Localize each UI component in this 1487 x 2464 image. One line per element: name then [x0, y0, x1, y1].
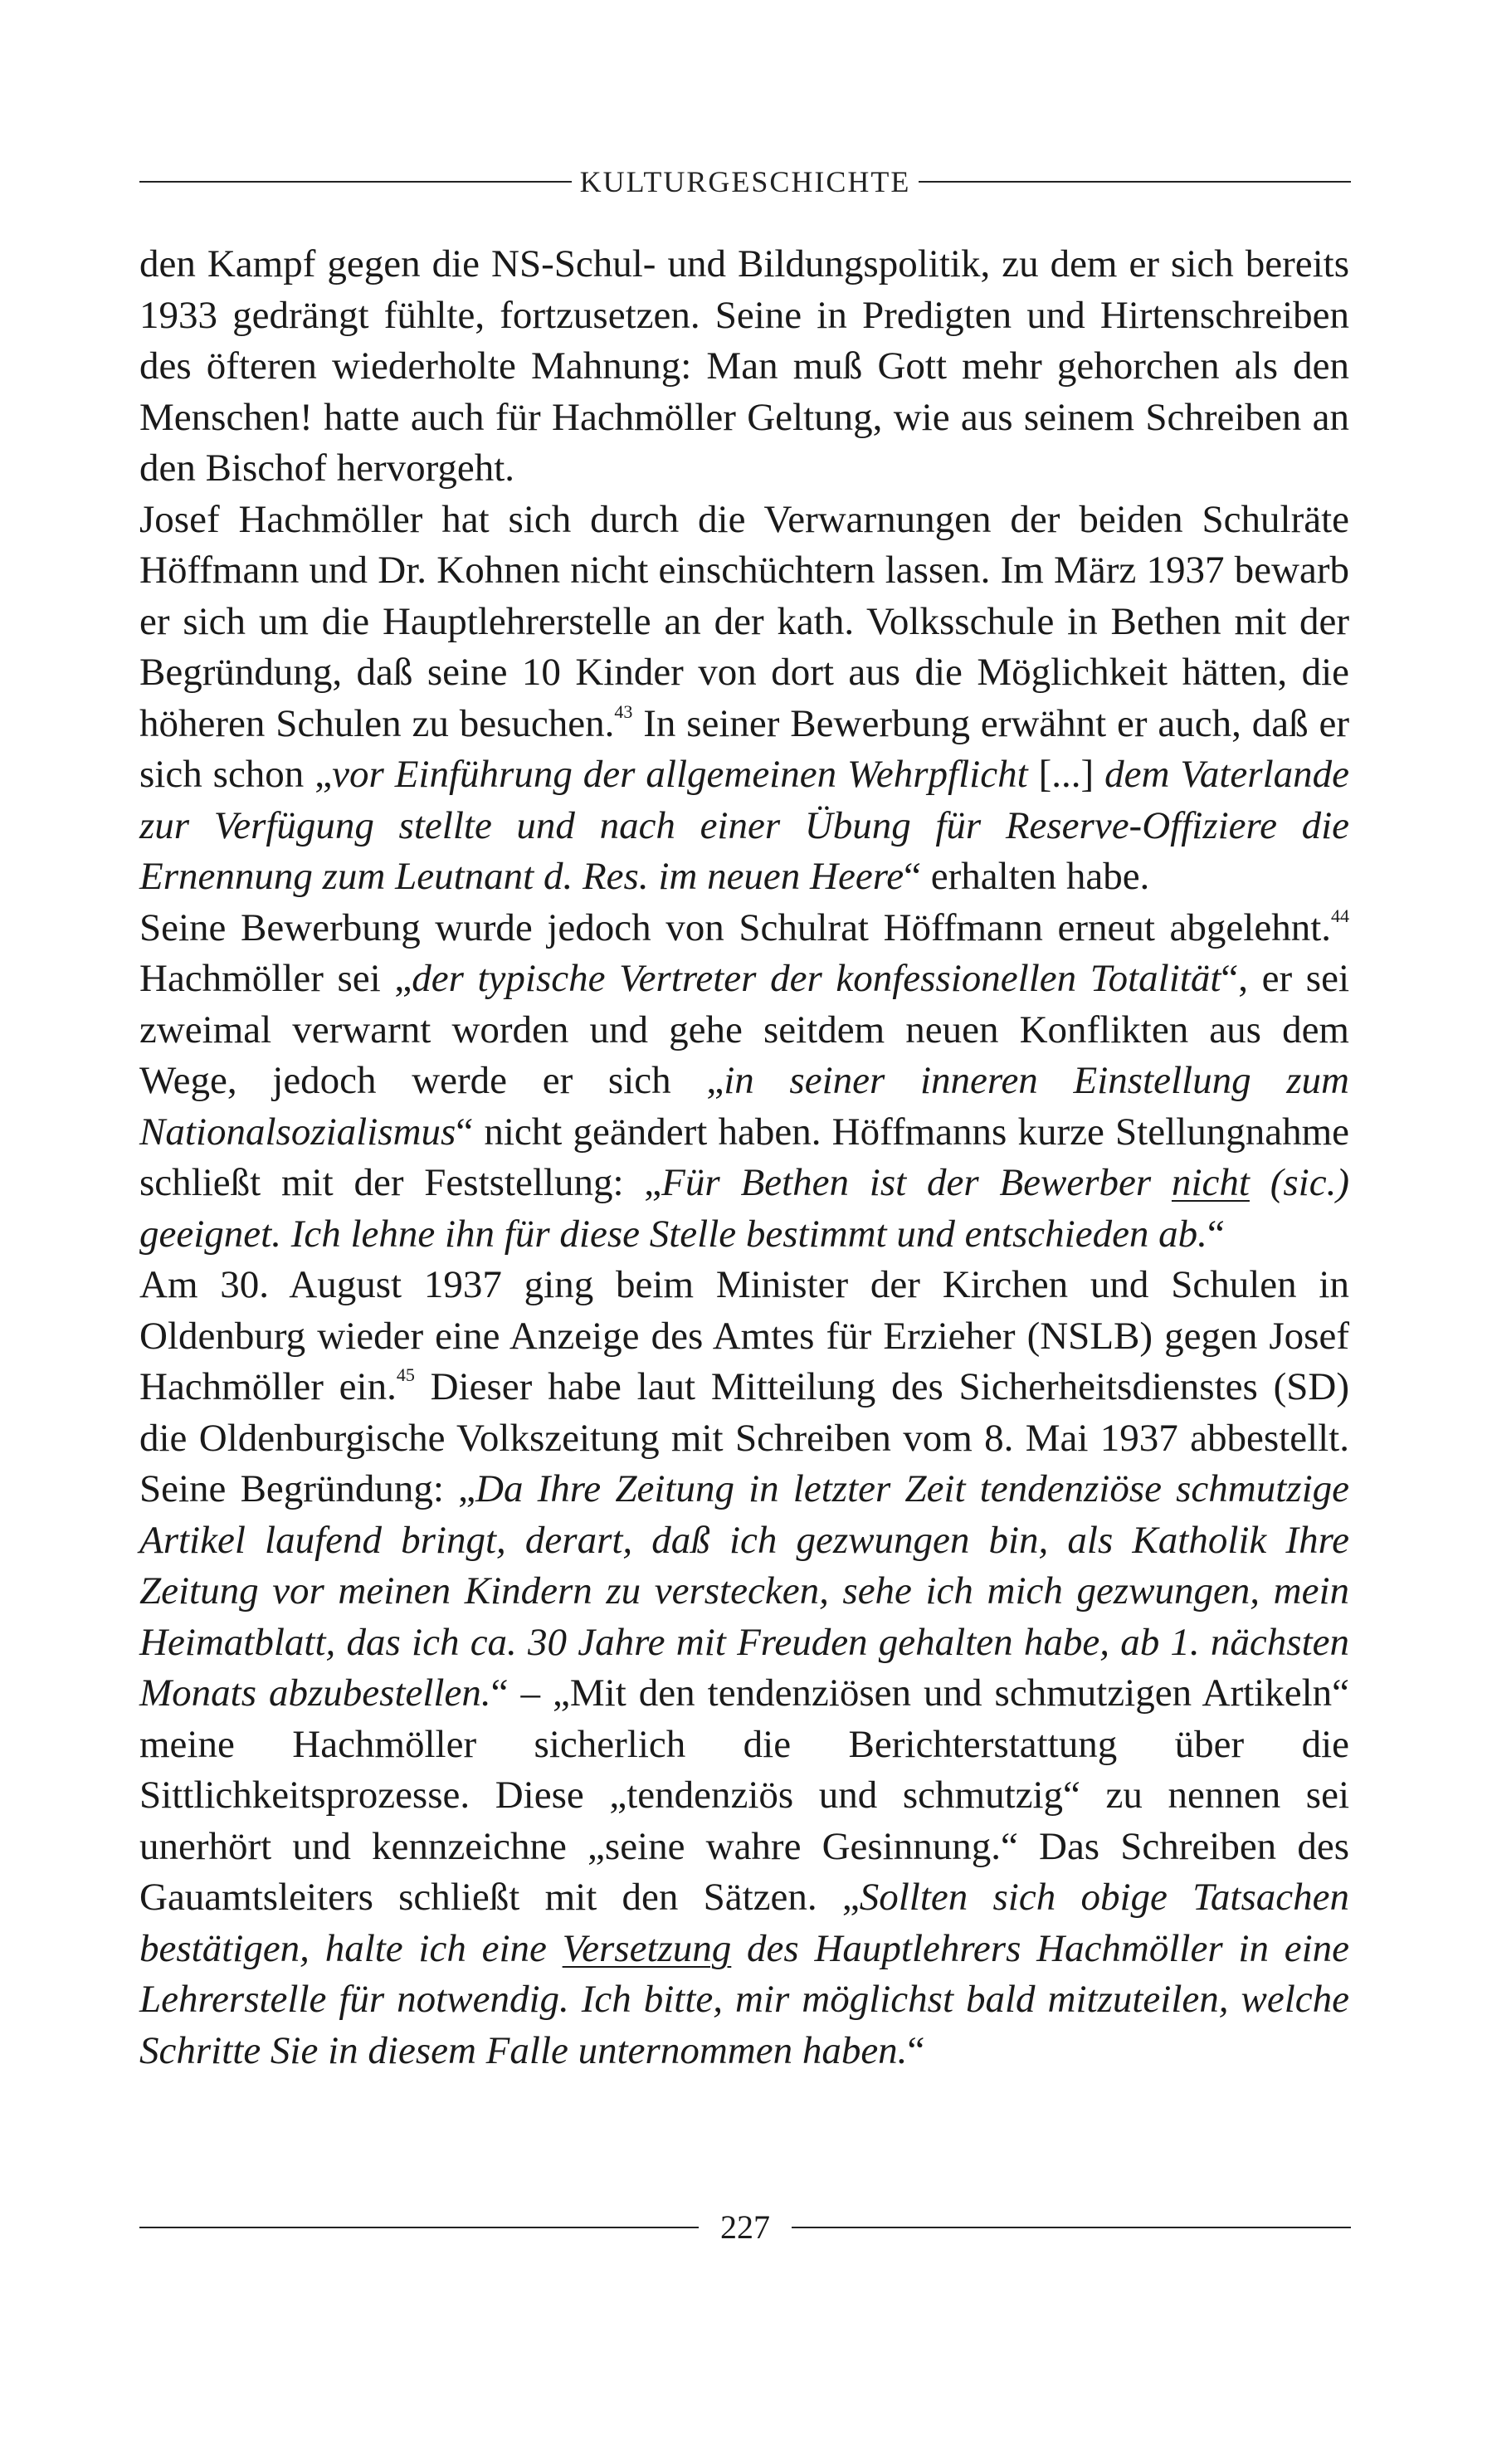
quoted-text: Für Bethen ist der Bewerber [661, 1161, 1172, 1204]
text-run: Am 30. August 1937 ging beim Minister der Kirchen und Schulen in Oldenburg wieder eine Anzeige des Amtes für Erzieher (NSLB) gegen Josef Hachmöller ein. [139, 1263, 1349, 1408]
text-run: “ – „Mit den tendenziösen und schmutzigen Artikeln“ meine Hachmöller sicherlich die Berichterstattung über die Sittlichkeitsprozesse. Diese „tendenziös und schmutzig“ zu nennen sei unerhört und kennzeichne „seine wahre Gesinnung.“ Das Schreiben des Gauamtsleiters schließt mit den Sätzen. „ [139, 1671, 1349, 1919]
header-rule-right [919, 181, 1351, 183]
quoted-text: der typische Vertreter der konfessionellen Totalität [412, 957, 1221, 1000]
page-number: 227 [720, 2208, 770, 2246]
footnote-ref: 44 [1331, 905, 1349, 926]
text-run: den Kampf gegen die NS-Schul- und Bildungspolitik, zu dem er sich bereits 1933 gedrängt fühlte, fortzusetzen. Seine in Predigten und Hirtenschreiben des öfteren wiederholte Mahnung: Man muß Gott mehr gehorchen als den Menschen! hatte auch für Hachmöller Geltung, wie aus seinem Schreiben an den Bischof hervorgeht. [139, 242, 1349, 490]
page-footer [139, 2208, 1351, 2247]
running-header [139, 164, 1351, 199]
section-title: KULTURGESCHICHTE [579, 165, 911, 198]
quoted-text: vor Einführung der allgemeinen Wehrpflicht [332, 753, 1028, 796]
footnote-ref: 43 [614, 700, 633, 722]
text-run: “, er sei zweimal verwarnt worden und gehe seitdem neuen Konflikten aus dem Wege, jedoch werde er sich „ [139, 957, 1349, 1102]
footnote-ref: 45 [396, 1364, 415, 1385]
quoted-text: (sic.) geeignet. Ich lehne ihn für diese Stelle bestimmt und entschieden ab. [139, 1161, 1349, 1256]
text-run: Dieser habe laut Mitteilung des Sicherheitsdienstes (SD) die Oldenburgische Volkszeitung mit Schreiben vom 8. Mai 1937 abbestellt. Seine Begründung: „ [139, 1365, 1349, 1510]
quoted-text: dem Vaterlande zur Verfügung stellte und nach einer Übung für Reserve-Offiziere die Ernennung zum Leutnant d. Res. im neuen Heere [139, 753, 1349, 898]
text-run: Hachmöller sei „ [139, 957, 412, 1000]
footer-rule-left [139, 2227, 699, 2228]
quoted-text: Da Ihre Zeitung in letzter Zeit tendenziöse schmutzige Artikel laufend bringt, derart, daß ich gezwungen bin, als Katholik Ihre Zeitung vor meinen Kindern zu verstecken, sehe ich mich gezwungen, mein Heimatblatt, das ich ca. 30 Jahre mit Freuden gehalten habe, ab 1. nächsten Monats abzubestellen. [139, 1467, 1349, 1715]
paragraph-2 [139, 495, 1349, 903]
text-run: “ [907, 2028, 925, 2072]
text-run: “ erhalten habe. [904, 855, 1150, 898]
quoted-text: Sollten sich obige Tatsachen bestätigen, halte ich eine [139, 1876, 1349, 1970]
text-run: “ [1207, 1212, 1225, 1256]
text-run: In seiner Bewerbung erwähnt er auch, daß er sich schon „ [139, 701, 1349, 796]
quoted-text: des Hauptlehrers Hachmöller in eine Lehrerstelle für notwendig. Ich bitte, mir möglichst bald mitzuteilen, welche Schritte Sie in diesem Falle unternommen haben. [139, 1926, 1349, 2072]
text-run: “ nicht geändert haben. Höffmanns kurze Stellungnahme schließt mit der Feststellung: „ [139, 1110, 1349, 1204]
paragraph-1 [139, 239, 1349, 495]
body-text [139, 239, 1349, 2076]
text-run: [...] [1027, 753, 1105, 796]
underlined-emphasis: Versetzung [562, 1926, 732, 1970]
quoted-text: in seiner inneren Einstellung zum Nationalsozialismus [139, 1059, 1350, 1154]
paragraph-3 [139, 903, 1349, 1261]
header-rule-left [139, 181, 572, 183]
paragraph-4 [139, 1260, 1349, 2076]
text-run: Seine Bewerbung wurde jedoch von Schulrat Höffmann erneut abgelehnt. [139, 905, 1331, 949]
underlined-emphasis: nicht [1171, 1161, 1250, 1204]
footer-rule-right [792, 2227, 1351, 2228]
text-run: Josef Hachmöller hat sich durch die Verwarnungen der beiden Schulräte Höffmann und Dr. Kohnen nicht einschüchtern lassen. Im März 1937 bewarb er sich um die Hauptlehrerstelle an der kath. Volksschule in Bethen mit der Begründung, daß seine 10 Kinder von dort aus die Möglichkeit hätten, die höheren Schulen zu besuchen. [139, 497, 1349, 745]
